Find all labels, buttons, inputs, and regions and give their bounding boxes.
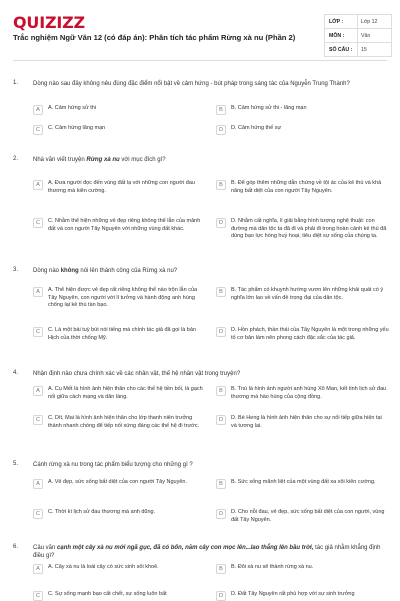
option-b[interactable] <box>216 564 389 574</box>
question-number: 3. <box>13 267 19 273</box>
option-text: C. Cảm hứng lãng mạn <box>48 125 106 131</box>
option-text: B. Tác phẩm có khuynh hướng vươn lên những khái quát có ý nghĩa lớn lao về vấn đề trọng đại của dân tộc. <box>231 287 384 301</box>
option-text: B. Sức sống mãnh liệt của một vùng đất xa xôi kiên cường. <box>231 479 376 485</box>
option-text: D. Đất Tây Nguyên rất phù hợp với sự sinh trưởng <box>231 591 355 597</box>
option-letter: B <box>216 386 226 396</box>
question-text: Dòng nào sau đây không nêu đúng đặc điểm nổi bật về cảm hứng - bút pháp trong sáng tác của Nguyễn Trung Thành? <box>33 81 350 87</box>
option-letter: D <box>216 509 226 519</box>
option-d[interactable] <box>216 218 389 241</box>
option-text: B. Đôi xà nu sẽ thành rừng xà nu. <box>231 564 314 570</box>
option-text: A. Đưa người đọc đến vùng đất lạ với những con người đau thương mà kiên cường. <box>48 180 195 194</box>
option-letter: A <box>33 105 43 115</box>
option-letter: C <box>33 218 43 228</box>
option-c[interactable] <box>33 509 206 519</box>
option-letter: D <box>216 125 226 135</box>
option-c[interactable] <box>33 415 206 430</box>
option-a[interactable] <box>33 386 206 401</box>
option-letter: C <box>33 327 43 337</box>
option-text: C. Thời kì lịch sử đau thương mà anh dũng. <box>48 509 156 515</box>
option-letter: B <box>216 564 226 574</box>
option-letter: D <box>216 415 226 425</box>
meta-row-count <box>325 43 391 56</box>
option-letter: A <box>33 386 43 396</box>
option-letter: A <box>33 564 43 574</box>
option-text: D. Nhằm cất nghĩa, lí giải bằng hình tượng nghệ thuật: con đường mà dân tộc ta đã đi và phải đi trong hoàn cảnh kẻ thù đã dùng bạo lực hòng huỷ hoại, tiêu diệt sự sống của chúng ta. <box>231 218 387 240</box>
option-letter: B <box>216 287 226 297</box>
meta-label: SỐ CÂU : <box>329 46 353 53</box>
option-letter: C <box>33 509 43 519</box>
option-text: D. Bé Heng là hình ảnh hiện thân cho sự nối tiếp giữa hiện tại và tương lai. <box>231 415 382 429</box>
option-letter: B <box>216 180 226 190</box>
option-text: C. Là một bài tuỳ bút nói tiếng mà chính tác giả đã gọi là bản Hịch của thời chống Mỹ. <box>48 327 196 341</box>
meta-table <box>324 14 392 57</box>
meta-row-grade <box>325 15 391 29</box>
option-text: D. Cho nỗi đau, vẻ đẹp, sức sống bất diệt của con người, vùng đất Tây Nguyên. <box>231 509 385 523</box>
header-divider <box>13 60 387 61</box>
option-b[interactable] <box>216 479 389 489</box>
question-text: Câu văn cạnh một cây xà nu mới ngã gục, đã có bốn, năm cây con mọc lên...lao thẳng lên bầu trời, tác giả nhằm khẳng định điều gì? <box>33 545 381 559</box>
option-letter: C <box>33 415 43 425</box>
meta-label: LỚP : <box>329 18 344 25</box>
meta-label: MÔN : <box>329 32 345 39</box>
option-letter: D <box>216 591 226 601</box>
option-text: A. Cụ Mết là hình ảnh hiện thân cho các thế hệ tiền bối, là gạch nối giữa cách mạng và dân làng. <box>48 386 203 400</box>
option-text: C. Dít, Mai là hình ảnh hiện thân cho lớp thanh niên trưởng thành nhanh chóng để tiếp nối xứng đáng các thế hệ đi trước. <box>48 415 200 429</box>
option-letter: C <box>33 125 43 135</box>
quizizz-logo: QUIZIZZ <box>13 13 85 32</box>
option-text: A. Thể hiện được vẻ đẹp rất riêng không thể nào trộn lẫn của Tây Nguyên, con người với lí tưởng và hành động anh hùng chống lại kẻ thù tàn bạo. <box>48 287 198 309</box>
option-letter: C <box>33 591 43 601</box>
option-letter: A <box>33 287 43 297</box>
question-text: Cánh rừng xà nu trong tác phẩm biểu tượng cho những gì ? <box>33 462 193 468</box>
option-d[interactable] <box>216 509 389 524</box>
option-letter: B <box>216 479 226 489</box>
page-title: Trắc nghiệm Ngữ Văn 12 (có đáp án): Phân tích tác phẩm Rừng xà nu (Phần 2) <box>13 33 296 42</box>
question-number: 6. <box>13 544 19 550</box>
question-number: 5. <box>13 461 19 467</box>
option-a[interactable] <box>33 105 206 115</box>
option-c[interactable] <box>33 125 206 135</box>
option-a[interactable] <box>33 287 206 310</box>
option-text: D. Hồn phách, thần thái của Tây Nguyên là một trong những yếu tố cơ bản làm nên phong cách đặc sắc của tác giả. <box>231 327 389 341</box>
option-b[interactable] <box>216 386 389 401</box>
option-b[interactable] <box>216 287 389 302</box>
option-text: A. Cảm hứng sử thi <box>48 105 97 111</box>
option-letter: D <box>216 327 226 337</box>
question-text: Nhà văn viết truyện Rừng xà nu với mục đích gì? <box>33 157 166 163</box>
option-c[interactable] <box>33 327 206 342</box>
option-a[interactable] <box>33 564 206 574</box>
question-text: Dòng nào không nói lên thành công của Rừng xà nu? <box>33 268 178 274</box>
option-b[interactable] <box>216 105 389 115</box>
meta-row-subject <box>325 29 391 43</box>
option-letter: B <box>216 105 226 115</box>
option-text: A. Vẻ đẹp, sức sống bất diệt của con người Tây Nguyên. <box>48 479 187 485</box>
option-c[interactable] <box>33 218 206 233</box>
option-text: B. Để góp thêm những dẫn chứng về tội ác của kẻ thù và khả năng bất diệt của con người Tây Nguyên. <box>231 180 382 194</box>
option-text: D. Cảm hứng thế sự <box>231 125 282 131</box>
option-letter: A <box>33 180 43 190</box>
question-number: 1. <box>13 80 19 86</box>
option-d[interactable] <box>216 415 389 430</box>
question-number: 4. <box>13 370 19 376</box>
option-text: B. Tnú là hình ảnh người anh hùng Xô Man, kết tinh lịch sử đau thương mà hào hùng của cộng đồng. <box>231 386 387 400</box>
option-text: A. Cây xà nu là loài cây có sức sinh sôi khoẻ. <box>48 564 159 570</box>
question-number: 2. <box>13 156 19 162</box>
option-text: B. Cảm hứng sử thi - lãng mạn <box>231 105 307 111</box>
meta-value: 15 <box>357 43 391 56</box>
option-d[interactable] <box>216 327 389 342</box>
option-text: C. Nhằm thể hiện những vẻ đẹp riêng không thể lẫn của mảnh đất và con người Tây Nguyên với những vùng đất khác. <box>48 218 201 232</box>
option-a[interactable] <box>33 180 206 195</box>
option-b[interactable] <box>216 180 389 195</box>
option-text: C. Sự sống mạnh bạo cất chết, sự sống luôn bất <box>48 591 167 597</box>
meta-value: Văn <box>357 29 391 42</box>
option-a[interactable] <box>33 479 206 489</box>
option-d[interactable] <box>216 125 389 135</box>
option-letter: A <box>33 479 43 489</box>
question-text: Nhận định nào chưa chính xác về các nhân vật, thế hệ nhân vật trong truyện? <box>33 371 241 377</box>
option-letter: D <box>216 218 226 228</box>
meta-value: Lớp 12 <box>357 15 391 28</box>
